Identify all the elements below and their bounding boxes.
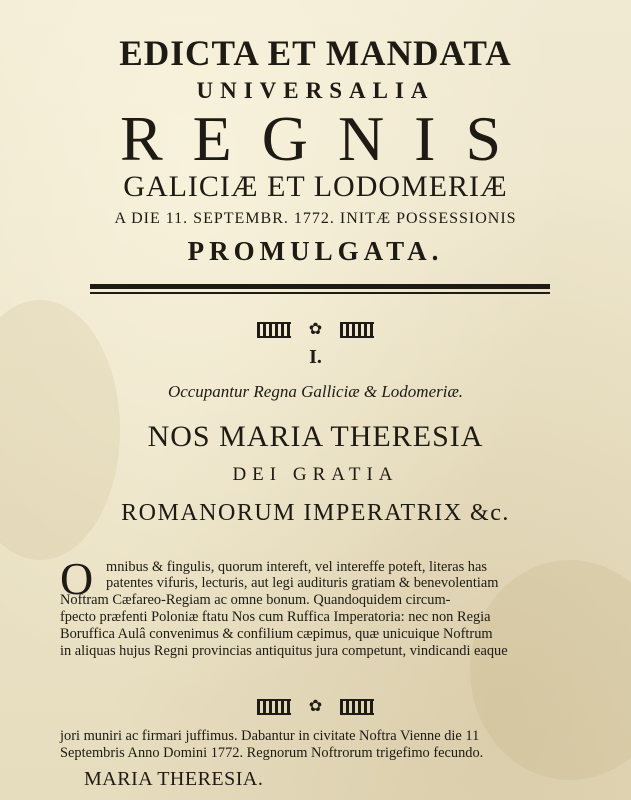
ornament-row-bottom	[0, 698, 631, 716]
ornament-block-icon	[257, 322, 291, 338]
ornament-row-top	[0, 321, 631, 339]
ornament-block-icon	[340, 322, 374, 338]
body-line: fpecto præfenti Poloniæ ftatu Nos cum Ruffica Imperatoria: nec non Regia	[60, 609, 491, 625]
closing-line: Septembris Anno Domini 1772. Regnorum Noftrorum trigefimo fecundo.	[60, 745, 484, 761]
title-date: A DIE 11. SEPTEMBR. 1772. INITÆ POSSESSIONIS	[114, 210, 517, 227]
ornament-rosette-icon: ✿	[308, 321, 323, 338]
body-line: in aliquas hujus Regni provincias antiquitus jura competunt, vindicandi eaque	[60, 643, 508, 658]
closing-line: jori muniri ac firmari juffimus. Dabantur in civitate Noftra Vienne die 11	[60, 728, 480, 744]
body-line: Boruffica Aulâ convenimus & confilium cæpimus, quæ unicuique Noftrum	[60, 626, 493, 642]
title-rule-thick	[90, 284, 550, 289]
title-edicta: EDICTA ET MANDATA	[119, 33, 512, 73]
body-paragraph	[60, 558, 580, 658]
sovereign-dei-gratia: DEI GRATIA	[232, 464, 399, 485]
title-rule-thin	[90, 292, 550, 294]
section-heading: Occupantur Regna Galliciæ & Lodomeriæ.	[167, 382, 464, 401]
ornament-block-icon	[257, 699, 291, 715]
title-universalia: UNIVERSALIA	[196, 78, 435, 103]
section-number: I.	[309, 346, 322, 368]
body-dropcap: O	[60, 558, 94, 604]
body-line: Noftram Cæfareo-Regiam ac omne bonum. Quandoquidem circum-	[60, 592, 451, 608]
body-line: patentes vifuris, lecturis, aut legi audituris gratiam & benevolentiam	[106, 575, 499, 591]
sovereign-name: NOS MARIA THERESIA	[147, 420, 484, 453]
title-galiciae: GALICIÆ ET LODOMERIÆ	[123, 170, 508, 203]
sovereign-title: ROMANORUM IMPERATRIX &c.	[121, 500, 510, 526]
ornament-rosette-icon: ✿	[308, 698, 323, 715]
title-regnis: REGNIS	[119, 103, 532, 174]
body-line: mnibus & fingulis, quorum intereft, vel intereffe poteft, literas has	[106, 559, 487, 575]
ornament-block-icon	[340, 699, 374, 715]
title-promulgata: PROMULGATA.	[187, 236, 444, 266]
signature: MARIA THERESIA.	[84, 768, 264, 790]
